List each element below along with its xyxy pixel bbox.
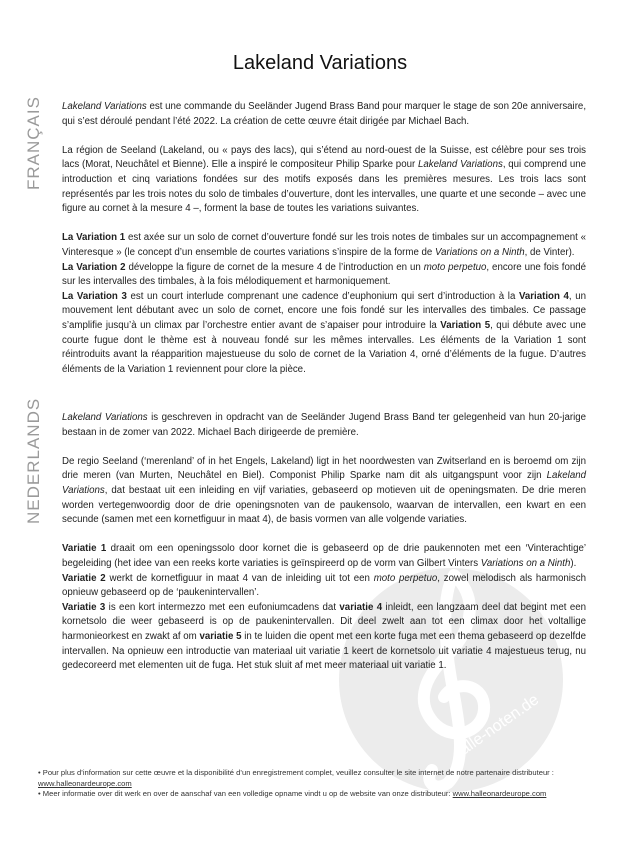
page-title: Lakeland Variations xyxy=(232,52,408,74)
text: draait om een openingssolo door kornet die is gebaseerd op de drie paukennoten met een ‘Vinterachtige’ begeleiding (het idee van een reeks korte variaties is geïnspireerd op de vorm van Gilbert Vinters xyxy=(62,543,586,569)
text: is geschreven in opdracht van de Seeländer Jugend Brass Band ter gelegenheid van hun 20-jarige bestaan in de zomer van 2022. Michael Bach dirigeerde de première. xyxy=(62,412,586,438)
paragraph xyxy=(62,231,586,260)
distributor-link[interactable]: www.halleonardeurope.com xyxy=(38,778,132,788)
language-label-dutch: NEDERLANDS xyxy=(24,397,43,524)
text: , de Vinter). xyxy=(524,246,575,258)
text: De regio Seeland (‘merenland’ of in het Engels, Lakeland) ligt in het noordwesten van Zwitserland en is beroemd om zijn drie meren (van Murten, Neuchâtel en Biel). Componist Philip Sparke nam dit als uitgangspunt voor zijn xyxy=(62,455,586,482)
text: est axée sur un solo de cornet d’ouverture fondé sur les trois notes de timbales sur un accompagnement « Vinteresque » (le concept d’un ensemble de courtes variations s’inspire de la forme de xyxy=(62,232,586,258)
text: , encore une fois fondé sur les intervalles des timbales, à la fois mélodiquement et harmoniquement. xyxy=(62,261,587,288)
paragraph xyxy=(62,100,586,129)
italic-text: moto perpetuo xyxy=(423,261,487,273)
paragraph xyxy=(62,411,586,440)
bold-text: Variatie 2 xyxy=(62,572,106,584)
italic-text: Variations on a Ninth xyxy=(480,557,571,569)
text: développe la figure de cornet de la mesure 4 de l’introduction en un xyxy=(125,261,424,273)
paragraph xyxy=(62,144,586,217)
text: , un mouvement lent débutant avec un solo de cornet, encore une fois fondé sur les intervalles des timbales. Ce passage s’amplifie jusqu’à un climax par l’orchestre entier avant de s’apaiser pour introduire la xyxy=(62,290,586,331)
paragraph xyxy=(62,261,586,290)
italic-text: Lakeland Variations xyxy=(62,470,586,496)
bold-text: Variation 5 xyxy=(440,319,491,331)
paragraph xyxy=(62,290,586,378)
italic-text: Lakeland Variations xyxy=(417,159,503,171)
section-dutch xyxy=(62,411,586,674)
bold-text: La Variation 1 xyxy=(62,232,126,244)
text: est une commande du Seeländer Jugend Brass Band pour marquer le stage de son 20e anniversaire, qui s’est déroulé pendant l’été 2022. La création de cette œuvre était dirigée par Michael Bach. xyxy=(62,101,587,127)
bold-text: Variatie 1 xyxy=(62,543,107,555)
italic-text: moto perpetuo xyxy=(373,572,438,584)
footer-note-text: • Meer informatie over dit werk en over de aanschaf van een volledige opname vindt u op de website van onze distributeur: xyxy=(38,789,453,799)
distributor-link[interactable]: www.halleonardeurope.com xyxy=(452,789,547,799)
italic-text: Lakeland Variations xyxy=(62,101,147,112)
bold-text: La Variation 3 xyxy=(62,290,127,302)
footer-notes xyxy=(38,768,598,800)
bold-text: Variatie 3 xyxy=(62,601,106,613)
text: is een kort intermezzo met een eufoniumcadens dat xyxy=(105,601,340,613)
text: La région de Seeland (Lakeland, ou « pays des lacs), qui s’étend au nord-ouest de la Suisse, est célèbre pour ses trois lacs (Morat, Neuchâtel et Bienne). Elle a inspiré le compositeur Philip Sparke pour xyxy=(62,144,586,171)
text: , zowel melodisch als harmonisch opnieuw gebaseerd op de ‘paukenintervallen’. xyxy=(62,572,587,599)
text: , qui débute avec une courte fugue dont le thème est à nouveau fondé sur les mêmes intervalles. Les éléments de la Variation 1 sont réintroduits avant la réapparition majestueuse du solo de cornet de la Variation 4, orné d’éléments de la fugue. D’autres éléments de la Variation 1 reviennent pour clore la pièce. xyxy=(62,319,586,375)
text: inleidt, een langzaam deel dat begint met een kornetsolo die weer gebaseerd is op de paukenintervallen. Dit deel zwelt aan tot een climax door het voltallige harmonieorkest en zwakt af om xyxy=(62,601,586,642)
paragraph xyxy=(62,572,586,601)
italic-text: Variations on a Ninth xyxy=(435,246,525,258)
paragraph xyxy=(62,455,586,528)
footer-note-french xyxy=(38,768,598,789)
section-french xyxy=(62,100,586,377)
text: , qui comprend une introduction et cinq variations fondées sur des motifs exposés dans les premières mesures. Les trois lacs sont représentés par les trois notes du solo de timbales d’ouverture, dont les intervalles, une quarte et une seconde – avec une figure au cornet à la mesure 4 –, forment la base de toutes les variations suivantes. xyxy=(62,159,587,215)
footer-note-dutch xyxy=(38,789,598,800)
paragraph xyxy=(62,542,586,571)
text: , dat bestaat uit een inleiding en vijf variaties, gebaseerd op motieven uit de openingsmaten. De drie meren worden vertegenwoordig door de drie openingsnoten van de paukensolo, waarvan de intervallen, een kwart en een secunde (samen met een kornetfiguur in maat 4), de basis vormen van alle volgende variaties. xyxy=(62,484,586,526)
text: werkt de kornetfiguur in maat 4 van de inleiding uit tot een xyxy=(105,572,374,584)
language-label-french: FRANÇAIS xyxy=(24,96,43,190)
paragraph xyxy=(62,601,586,674)
italic-text: Lakeland Variations xyxy=(62,412,148,423)
bold-text: Variation 4 xyxy=(518,290,569,302)
footer-note-text: • Pour plus d’information sur cette œuvre et la disponibilité d’un enregistrement complet, veuillez consulter le site internet de notre partenaire distributeur : xyxy=(38,768,554,777)
text: in te luiden die opent met een korte fuga met een thema gebaseerd op dezelfde intervallen. Na opnieuw een introductie van materiaal uit variatie 1 keert de kornetsolo uit variatie 4 majestueus terug, nu gedecoreerd met elementen uit de fuga. Het stuk sluit af met meer materiaal uit variatie 1. xyxy=(62,630,586,672)
bold-text: La Variation 2 xyxy=(62,261,126,273)
svg-text:alle-noten.de: alle-noten.de xyxy=(456,691,543,759)
bold-text: variatie 5 xyxy=(199,630,242,642)
text: ). xyxy=(570,557,577,569)
text: est un court interlude comprenant une cadence d’euphonium qui sert d’introduction à la xyxy=(126,290,519,302)
bold-text: variatie 4 xyxy=(339,601,383,613)
